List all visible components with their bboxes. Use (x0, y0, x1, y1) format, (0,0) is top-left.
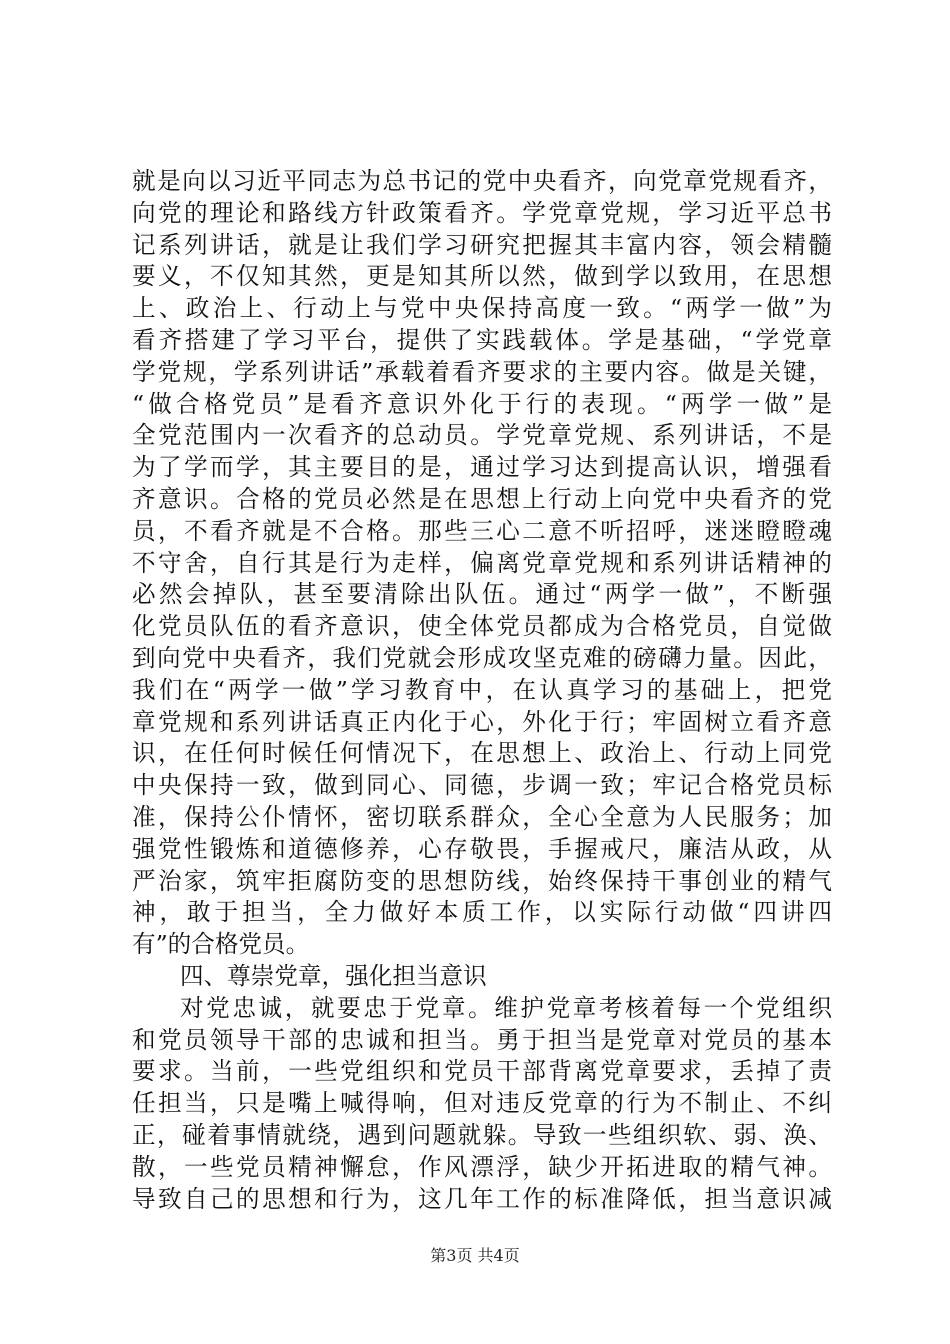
document-body (132, 166, 832, 1215)
page-number-footer: 第3页 共4页 (430, 1246, 520, 1265)
text-line: 正，碰着事情就绕，遇到问题就躲。导致一些组织软、弱、涣、 (132, 1120, 832, 1149)
paragraph-continued (132, 166, 832, 961)
text-line: 化党员队伍的看齐意识，使全体党员都成为合格党员，自觉做 (132, 612, 832, 641)
text-line: 记系列讲话，就是让我们学习研究把握其丰富内容，领会精髓 (132, 230, 832, 259)
text-line: 要求。当前，一些党组织和党员干部背离党章要求，丢掉了责 (132, 1057, 832, 1086)
text-line: 章党规和系列讲话真正内化于心，外化于行；牢固树立看齐意 (132, 707, 832, 736)
text-line: 齐意识。合格的党员必然是在思想上行动上向党中央看齐的党 (132, 484, 832, 513)
text-line: 严治家，筑牢拒腐防变的思想防线，始终保持干事创业的精气 (132, 866, 832, 895)
text-line: 必然会掉队，甚至要清除出队伍。通过“两学一做”，不断强 (132, 580, 832, 609)
text-line: 员，不看齐就是不合格。那些三心二意不听招呼，迷迷瞪瞪魂 (132, 516, 832, 545)
text-line: 学党规，学系列讲话”承载着看齐要求的主要内容。做是关键， (132, 357, 832, 386)
paragraph-next (132, 993, 832, 1216)
section-heading: 四、尊崇党章，强化担当意识 (180, 961, 487, 990)
text-line: 准，保持公仆情怀，密切联系群众，全心全意为人民服务；加 (132, 802, 832, 831)
text-line: 有”的合格党员。 (132, 930, 310, 959)
text-line: 散，一些党员精神懈怠，作风漂浮，缺少开拓进取的精气神。 (132, 1152, 832, 1181)
text-line: 全党范围内一次看齐的总动员。学党章党规、系列讲话，不是 (132, 421, 832, 450)
text-line: 看齐搭建了学习平台，提供了实践载体。学是基础，“学党章 (132, 325, 832, 354)
text-line: 不守舍，自行其是行为走样，偏离党章党规和系列讲话精神的 (132, 548, 832, 577)
text-line: “做合格党员”是看齐意识外化于行的表现。“两学一做”是 (132, 389, 832, 418)
text-line: 任担当，只是嘴上喊得响，但对违反党章的行为不制止、不纠 (132, 1089, 832, 1118)
text-line: 强党性锻炼和道德修养，心存敬畏，手握戒尺，廉洁从政，从 (132, 834, 832, 863)
text-line: 要义，不仅知其然，更是知其所以然，做到学以致用，在思想 (132, 262, 832, 291)
text-line: 就是向以习近平同志为总书记的党中央看齐，向党章党规看齐， (132, 167, 832, 195)
text-line: 导致自己的思想和行为，这几年工作的标准降低，担当意识减 (132, 1184, 832, 1213)
text-line: 上、政治上、行动上与党中央保持高度一致。“两学一做”为 (132, 294, 832, 323)
text-line: 中央保持一致，做到同心、同德，步调一致；牢记合格党员标 (132, 771, 832, 800)
text-line: 神，敢于担当，全力做好本质工作，以实际行动做“四讲四 (132, 898, 832, 927)
text-line: 我们在“两学一做”学习教育中，在认真学习的基础上，把党 (132, 675, 832, 704)
text-line: 识，在任何时候任何情况下，在思想上、政治上、行动上同党 (132, 739, 832, 768)
text-line: 为了学而学，其主要目的是，通过学习达到提高认识，增强看 (132, 453, 832, 482)
text-line: 和党员领导干部的忠诚和担当。勇于担当是党章对党员的基本 (132, 1025, 832, 1054)
text-line: 向党的理论和路线方针政策看齐。学党章党规，学习近平总书 (132, 198, 832, 227)
text-line: 到向党中央看齐，我们党就会形成攻坚克难的磅礴力量。因此， (132, 643, 832, 672)
text-line: 对党忠诚，就要忠于党章。维护党章考核着每一个党组织 (180, 993, 832, 1022)
